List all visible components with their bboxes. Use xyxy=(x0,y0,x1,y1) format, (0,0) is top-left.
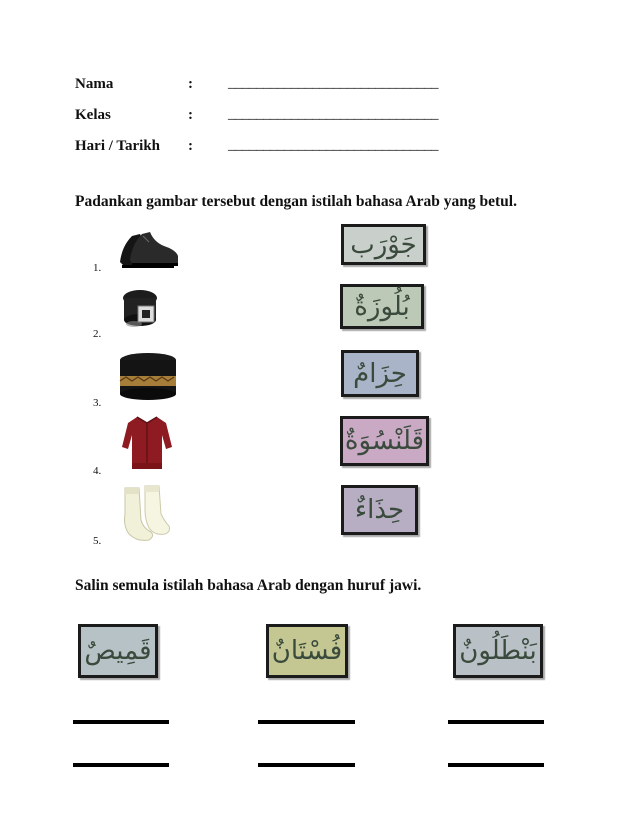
arabic-word: حِذَاءٌ xyxy=(354,495,405,525)
word-card[interactable] xyxy=(340,284,424,329)
name-colon: : xyxy=(188,76,193,92)
word-card[interactable] xyxy=(266,624,348,678)
arabic-word: حِزَامٌ xyxy=(353,358,407,389)
word-card[interactable] xyxy=(341,350,419,397)
date-colon: : xyxy=(188,138,193,154)
arabic-word: جَوْرَب xyxy=(350,229,417,260)
shoe-icon xyxy=(116,224,180,272)
word-card[interactable] xyxy=(78,624,158,678)
answer-line[interactable] xyxy=(73,763,169,767)
item-number: 3. xyxy=(93,397,102,409)
answer-line[interactable] xyxy=(448,720,544,724)
belt-icon xyxy=(120,286,164,330)
word-card[interactable] xyxy=(341,485,418,535)
name-blank[interactable]: ______________________________ xyxy=(228,75,438,91)
name-label: Nama xyxy=(75,76,114,92)
arabic-word: فُسْتَانٌ xyxy=(271,636,343,666)
answer-line[interactable] xyxy=(258,763,355,767)
class-colon: : xyxy=(188,107,193,123)
class-blank[interactable]: ______________________________ xyxy=(228,106,438,122)
item-number: 2. xyxy=(93,328,102,340)
word-card[interactable] xyxy=(453,624,543,678)
item-number: 5. xyxy=(93,535,102,547)
word-card[interactable] xyxy=(341,224,426,265)
socks-icon xyxy=(117,484,171,542)
arabic-word: بُلُوزَةٌ xyxy=(354,291,410,322)
arabic-word: قَمِيصٌ xyxy=(84,636,152,666)
word-card[interactable] xyxy=(340,416,429,466)
answer-line[interactable] xyxy=(448,763,544,767)
class-label: Kelas xyxy=(75,107,111,123)
copy-instruction: Salin semula istilah bahasa Arab dengan huruf jawi. xyxy=(75,577,422,594)
date-label: Hari / Tarikh xyxy=(75,138,161,154)
answer-line[interactable] xyxy=(73,720,169,724)
arabic-word: بَنْطَلُونٌ xyxy=(459,636,537,666)
item-number: 4. xyxy=(93,465,102,477)
songkok-icon xyxy=(117,350,179,406)
item-number: 1. xyxy=(93,262,102,274)
arabic-word: قَلَنْسُوَةٌ xyxy=(344,426,425,456)
matching-instruction: Padankan gambar tersebut dengan istilah bahasa Arab yang betul. xyxy=(75,193,517,210)
answer-line[interactable] xyxy=(258,720,355,724)
blouse-icon xyxy=(122,413,172,473)
date-blank[interactable]: ______________________________ xyxy=(228,137,438,153)
